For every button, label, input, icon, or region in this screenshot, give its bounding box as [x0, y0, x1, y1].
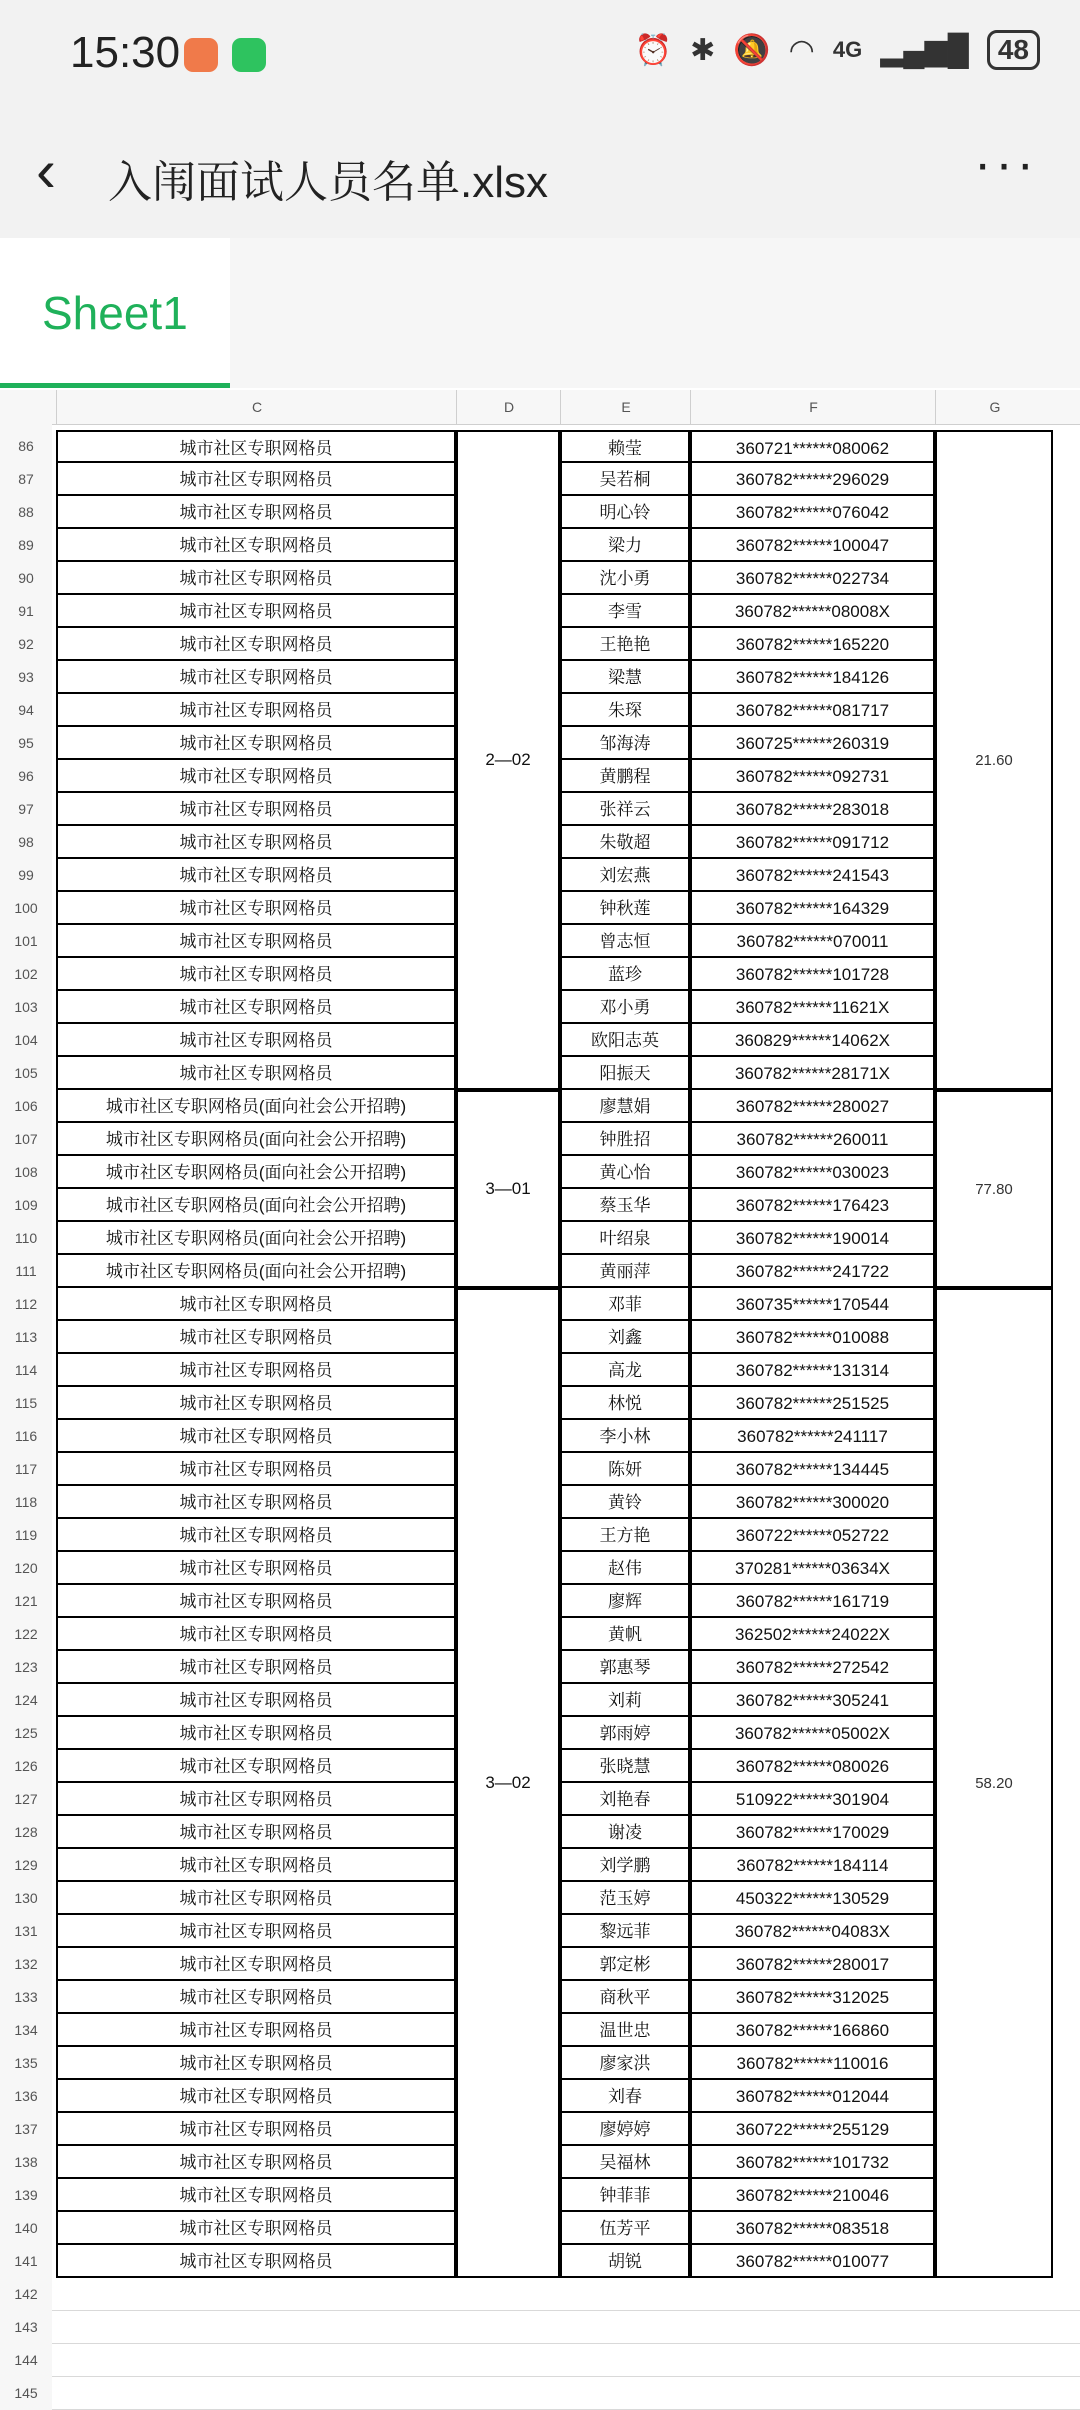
clock: 15:30 [70, 28, 181, 77]
cell-id-number[interactable]: 360782******134445 [690, 1453, 935, 1486]
row-number[interactable]: 94 [18, 702, 34, 718]
battery-level: 48 [987, 30, 1040, 70]
cell-name[interactable]: 黄鹏程 [560, 760, 690, 793]
cell-id-number[interactable]: 510922******301904 [690, 1783, 935, 1816]
merged-cell-group-code[interactable]: 3—02 [456, 1288, 560, 2278]
cell-name[interactable]: 刘学鹏 [560, 1849, 690, 1882]
cell-position[interactable]: 城市社区专职网格员 [56, 1948, 456, 1981]
cell-id-number[interactable]: 360722******255129 [690, 2113, 935, 2146]
cell-position[interactable]: 城市社区专职网格员 [56, 2212, 456, 2245]
row-number[interactable]: 142 [14, 2286, 38, 2302]
cell-id-number[interactable]: 360782******251525 [690, 1387, 935, 1420]
cell-name[interactable]: 梁力 [560, 529, 690, 562]
cell-position[interactable]: 城市社区专职网格员 [56, 1816, 456, 1849]
cell-id-number[interactable]: 360782******184114 [690, 1849, 935, 1882]
cell-name[interactable]: 陈妍 [560, 1453, 690, 1486]
cell-name[interactable]: 钟胜招 [560, 1123, 690, 1156]
row-number[interactable]: 98 [18, 834, 34, 850]
cell-position[interactable]: 城市社区专职网格员 [56, 1981, 456, 2014]
cell-position[interactable]: 城市社区专职网格员 [56, 1420, 456, 1453]
row-number[interactable]: 86 [18, 438, 34, 454]
cell-id-number[interactable]: 360722******052722 [690, 1519, 935, 1552]
back-chevron-icon[interactable]: ‹ [36, 137, 56, 204]
merged-cell-score[interactable]: 58.20 [935, 1288, 1053, 2278]
column-header-c[interactable]: C [56, 390, 457, 424]
row-number[interactable]: 125 [14, 1725, 38, 1741]
cell-name[interactable]: 刘艳春 [560, 1783, 690, 1816]
network-type: 4G [832, 37, 863, 62]
row-number[interactable]: 115 [14, 1395, 38, 1411]
cell-id-number[interactable]: 360782******092731 [690, 760, 935, 793]
row-number[interactable]: 97 [18, 801, 34, 817]
cell-name[interactable]: 曾志恒 [560, 925, 690, 958]
cell-id-number[interactable]: 360782******28171X [690, 1057, 935, 1090]
cell-position[interactable]: 城市社区专职网格员 [56, 1651, 456, 1684]
cell-name[interactable]: 赖莹 [560, 430, 690, 463]
cell-id-number[interactable]: 360782******012044 [690, 2080, 935, 2113]
cell-position[interactable]: 城市社区专职网格员 [56, 1750, 456, 1783]
cell-name[interactable]: 廖家洪 [560, 2047, 690, 2080]
cell-position[interactable]: 城市社区专职网格员 [56, 562, 456, 595]
cell-name[interactable]: 钟秋莲 [560, 892, 690, 925]
cell-id-number[interactable]: 360735******170544 [690, 1288, 935, 1321]
row-number[interactable]: 134 [14, 2022, 38, 2038]
cell-name[interactable]: 朱琛 [560, 694, 690, 727]
empty-row[interactable] [52, 2311, 1080, 2344]
cell-position[interactable]: 城市社区专职网格员 [56, 2080, 456, 2113]
cell-position[interactable]: 城市社区专职网格员 [56, 529, 456, 562]
row-number[interactable]: 105 [14, 1065, 38, 1081]
cell-name[interactable]: 林悦 [560, 1387, 690, 1420]
cell-position[interactable]: 城市社区专职网格员 [56, 1552, 456, 1585]
row-number[interactable]: 129 [14, 1857, 38, 1873]
cell-id-number[interactable]: 360782******08008X [690, 595, 935, 628]
cell-name[interactable]: 沈小勇 [560, 562, 690, 595]
empty-row[interactable] [52, 2344, 1080, 2377]
cell-position[interactable]: 城市社区专职网格员 [56, 2146, 456, 2179]
row-number[interactable]: 132 [14, 1956, 38, 1972]
cell-position[interactable]: 城市社区专职网格员 [56, 1717, 456, 1750]
cell-id-number[interactable]: 360782******076042 [690, 496, 935, 529]
cell-name[interactable]: 王方艳 [560, 1519, 690, 1552]
cell-position[interactable]: 城市社区专职网格员 [56, 2113, 456, 2146]
row-number[interactable]: 114 [14, 1362, 38, 1378]
row-number[interactable]: 109 [14, 1197, 38, 1213]
cell-position[interactable]: 城市社区专职网格员 [56, 1486, 456, 1519]
cell-name[interactable]: 谢凌 [560, 1816, 690, 1849]
cell-id-number[interactable]: 360782******210046 [690, 2179, 935, 2212]
cell-name[interactable]: 郭定彬 [560, 1948, 690, 1981]
cell-name[interactable]: 伍芳平 [560, 2212, 690, 2245]
cell-position[interactable]: 城市社区专职网格员 [56, 2047, 456, 2080]
cell-position[interactable]: 城市社区专职网格员 [56, 1915, 456, 1948]
cell-position[interactable]: 城市社区专职网格员 [56, 1585, 456, 1618]
row-number[interactable]: 111 [15, 1263, 37, 1279]
row-number[interactable]: 110 [14, 1230, 38, 1246]
cell-id-number[interactable]: 450322******130529 [690, 1882, 935, 1915]
cell-id-number[interactable]: 360782******010077 [690, 2245, 935, 2278]
more-options-icon[interactable]: ··· [974, 135, 1038, 193]
cell-id-number[interactable]: 360782******283018 [690, 793, 935, 826]
empty-row[interactable] [52, 2377, 1080, 2410]
row-number[interactable]: 128 [14, 1824, 38, 1840]
row-number[interactable]: 137 [14, 2121, 38, 2137]
row-number[interactable]: 100 [14, 900, 38, 916]
row-number[interactable]: 93 [18, 669, 34, 685]
cell-id-number[interactable]: 360782******030023 [690, 1156, 935, 1189]
row-number[interactable]: 124 [14, 1692, 38, 1708]
app-notification-icon [184, 38, 218, 72]
cell-name[interactable]: 李雪 [560, 595, 690, 628]
row-number[interactable]: 95 [18, 735, 34, 751]
cell-position[interactable]: 城市社区专职网格员 [56, 1882, 456, 1915]
row-number[interactable]: 127 [14, 1791, 38, 1807]
title-bar [0, 110, 1080, 238]
cell-position[interactable]: 城市社区专职网格员 [56, 1849, 456, 1882]
cell-name[interactable]: 明心铃 [560, 496, 690, 529]
cell-id-number[interactable]: 360782******110016 [690, 2047, 935, 2080]
cell-id-number[interactable]: 360725******260319 [690, 727, 935, 760]
cell-id-number[interactable]: 360782******165220 [690, 628, 935, 661]
merged-cell-score[interactable]: 21.60 [935, 430, 1053, 1090]
cell-name[interactable]: 蓝珍 [560, 958, 690, 991]
mute-icon: 🔕 [733, 33, 771, 67]
tab-sheet1[interactable] [0, 238, 230, 388]
row-number[interactable]: 131 [14, 1923, 38, 1939]
row-number[interactable]: 123 [14, 1659, 38, 1675]
row-number[interactable]: 135 [14, 2055, 38, 2071]
row-number[interactable]: 133 [14, 1989, 38, 2005]
row-number[interactable]: 102 [14, 966, 38, 982]
cell-position[interactable]: 城市社区专职网格员 [56, 859, 456, 892]
cell-name[interactable]: 朱敬超 [560, 826, 690, 859]
cell-id-number[interactable]: 360782******241543 [690, 859, 935, 892]
cell-position[interactable]: 城市社区专职网格员 [56, 694, 456, 727]
signal-icon: ▂▄▆█ [880, 33, 969, 67]
row-number[interactable]: 106 [14, 1098, 38, 1114]
row-number[interactable]: 113 [14, 1329, 38, 1345]
cell-position[interactable]: 城市社区专职网格员 [56, 1519, 456, 1552]
row-number[interactable]: 122 [14, 1626, 38, 1642]
row-number[interactable]: 89 [18, 537, 34, 553]
cell-id-number[interactable]: 360782******280027 [690, 1090, 935, 1123]
cell-position[interactable]: 城市社区专职网格员 [56, 892, 456, 925]
row-number[interactable]: 130 [14, 1890, 38, 1906]
cell-id-number[interactable]: 360782******05002X [690, 1717, 935, 1750]
column-header-e[interactable]: E [560, 390, 691, 424]
cell-position[interactable]: 城市社区专职网格员 [56, 2179, 456, 2212]
cell-position[interactable]: 城市社区专职网格员 [56, 2245, 456, 2278]
cell-position[interactable]: 城市社区专职网格员 [56, 661, 456, 694]
cell-name[interactable]: 叶绍泉 [560, 1222, 690, 1255]
cell-id-number[interactable]: 360782******296029 [690, 463, 935, 496]
merged-cell-group-code[interactable]: 3—01 [456, 1090, 560, 1288]
cell-id-number[interactable]: 370281******03634X [690, 1552, 935, 1585]
cell-id-number[interactable]: 360782******164329 [690, 892, 935, 925]
row-number[interactable]: 120 [14, 1560, 38, 1576]
wifi-icon: ◠ [788, 33, 815, 67]
cell-position[interactable]: 城市社区专职网格员 [56, 991, 456, 1024]
cell-name[interactable]: 黎远菲 [560, 1915, 690, 1948]
cell-name[interactable]: 廖辉 [560, 1585, 690, 1618]
row-number[interactable]: 116 [14, 1428, 38, 1444]
cell-id-number[interactable]: 360782******166860 [690, 2014, 935, 2047]
system-icons [635, 30, 1040, 70]
cell-id-number[interactable]: 360782******100047 [690, 529, 935, 562]
cell-id-number[interactable]: 360829******14062X [690, 1024, 935, 1057]
cell-position[interactable]: 城市社区专职网格员(面向社会公开招聘) [56, 1156, 456, 1189]
cell-name[interactable]: 李小林 [560, 1420, 690, 1453]
row-number[interactable]: 140 [14, 2220, 38, 2236]
cell-name[interactable]: 刘春 [560, 2080, 690, 2113]
cell-name[interactable]: 阳振天 [560, 1057, 690, 1090]
cell-name[interactable]: 高龙 [560, 1354, 690, 1387]
cell-name[interactable]: 欧阳志英 [560, 1024, 690, 1057]
cell-position[interactable]: 城市社区专职网格员 [56, 760, 456, 793]
status-bar [0, 0, 1080, 110]
cell-id-number[interactable]: 360782******184126 [690, 661, 935, 694]
cell-name[interactable]: 刘鑫 [560, 1321, 690, 1354]
row-number[interactable]: 141 [14, 2253, 38, 2269]
cell-id-number[interactable]: 360782******272542 [690, 1651, 935, 1684]
cell-id-number[interactable]: 360782******305241 [690, 1684, 935, 1717]
column-header-f[interactable]: F [690, 390, 936, 424]
cell-name[interactable]: 商秋平 [560, 1981, 690, 2014]
cell-name[interactable]: 郭雨婷 [560, 1717, 690, 1750]
row-number[interactable]: 92 [18, 636, 34, 652]
cell-id-number[interactable]: 360782******101728 [690, 958, 935, 991]
column-header-d[interactable]: D [456, 390, 561, 424]
cell-name[interactable]: 黄丽萍 [560, 1255, 690, 1288]
file-title: 入闱面试人员名单.xlsx [108, 158, 548, 207]
cell-name[interactable]: 廖慧娟 [560, 1090, 690, 1123]
cell-position[interactable]: 城市社区专职网格员 [56, 793, 456, 826]
cell-id-number[interactable]: 360782******312025 [690, 1981, 935, 2014]
row-number[interactable]: 112 [14, 1296, 38, 1312]
column-header-bar [0, 390, 1080, 425]
cell-position[interactable]: 城市社区专职网格员 [56, 1453, 456, 1486]
cell-id-number[interactable]: 360782******190014 [690, 1222, 935, 1255]
cell-position[interactable]: 城市社区专职网格员 [56, 1288, 456, 1321]
cell-position[interactable]: 城市社区专职网格员 [56, 727, 456, 760]
cell-id-number[interactable]: 360782******081717 [690, 694, 935, 727]
cell-name[interactable]: 张祥云 [560, 793, 690, 826]
row-number[interactable]: 143 [14, 2319, 38, 2335]
cell-position[interactable]: 城市社区专职网格员 [56, 1354, 456, 1387]
row-number[interactable]: 126 [14, 1758, 38, 1774]
cell-position[interactable]: 城市社区专职网格员 [56, 496, 456, 529]
cell-id-number[interactable]: 360782******131314 [690, 1354, 935, 1387]
cell-name[interactable]: 黄帆 [560, 1618, 690, 1651]
cell-position[interactable]: 城市社区专职网格员 [56, 1387, 456, 1420]
cell-name[interactable]: 邓菲 [560, 1288, 690, 1321]
row-number[interactable]: 108 [14, 1164, 38, 1180]
sheet-tab-bar [0, 238, 1080, 388]
cell-name[interactable]: 赵伟 [560, 1552, 690, 1585]
cell-position[interactable]: 城市社区专职网格员 [56, 2014, 456, 2047]
cell-id-number[interactable]: 360782******161719 [690, 1585, 935, 1618]
cell-name[interactable]: 郭惠琴 [560, 1651, 690, 1684]
cell-name[interactable]: 黄心怡 [560, 1156, 690, 1189]
cell-position[interactable]: 城市社区专职网格员(面向社会公开招聘) [56, 1090, 456, 1123]
cell-position[interactable]: 城市社区专职网格员 [56, 1024, 456, 1057]
cell-id-number[interactable]: 360782******101732 [690, 2146, 935, 2179]
cell-name[interactable]: 吴若桐 [560, 463, 690, 496]
cell-position[interactable]: 城市社区专职网格员(面向社会公开招聘) [56, 1189, 456, 1222]
row-number[interactable]: 139 [14, 2187, 38, 2203]
cell-id-number[interactable]: 360782******083518 [690, 2212, 935, 2245]
cell-name[interactable]: 刘宏燕 [560, 859, 690, 892]
row-header-bar [0, 424, 52, 2410]
row-number[interactable]: 91 [18, 603, 34, 619]
cell-name[interactable]: 梁慧 [560, 661, 690, 694]
row-number[interactable]: 99 [18, 867, 34, 883]
bluetooth-icon: ✱ [690, 33, 716, 67]
cell-name[interactable]: 邓小勇 [560, 991, 690, 1024]
cell-id-number[interactable]: 360721******080062 [690, 430, 935, 463]
cell-name[interactable]: 刘莉 [560, 1684, 690, 1717]
cell-position[interactable]: 城市社区专职网格员 [56, 595, 456, 628]
cell-position[interactable]: 城市社区专职网格员 [56, 628, 456, 661]
cell-position[interactable]: 城市社区专职网格员 [56, 430, 456, 463]
cell-id-number[interactable]: 360782******241117 [690, 1420, 935, 1453]
row-number[interactable]: 138 [14, 2154, 38, 2170]
empty-row[interactable] [52, 2278, 1080, 2311]
tab-sheet1-label: Sheet1 [42, 287, 188, 339]
row-number[interactable]: 96 [18, 768, 34, 784]
cell-position[interactable]: 城市社区专职网格员(面向社会公开招聘) [56, 1123, 456, 1156]
wechat-notification-icon [232, 38, 266, 72]
row-number[interactable]: 103 [14, 999, 38, 1015]
row-number[interactable]: 101 [14, 933, 38, 949]
column-header-g[interactable]: G [935, 390, 1054, 424]
cell-position[interactable]: 城市社区专职网格员(面向社会公开招聘) [56, 1255, 456, 1288]
cell-position[interactable]: 城市社区专职网格员 [56, 463, 456, 496]
cell-position[interactable]: 城市社区专职网格员 [56, 1783, 456, 1816]
cell-id-number[interactable]: 360782******080026 [690, 1750, 935, 1783]
cell-position[interactable]: 城市社区专职网格员 [56, 958, 456, 991]
cell-name[interactable]: 蔡玉华 [560, 1189, 690, 1222]
merged-cell-score[interactable]: 77.80 [935, 1090, 1053, 1288]
cell-id-number[interactable]: 360782******300020 [690, 1486, 935, 1519]
cell-name[interactable]: 张晓慧 [560, 1750, 690, 1783]
row-number[interactable]: 144 [14, 2352, 38, 2368]
cell-name[interactable]: 温世忠 [560, 2014, 690, 2047]
cell-name[interactable]: 范玉婷 [560, 1882, 690, 1915]
cell-position[interactable]: 城市社区专职网格员 [56, 1684, 456, 1717]
row-number[interactable]: 107 [14, 1131, 38, 1147]
cell-id-number[interactable]: 360782******022734 [690, 562, 935, 595]
cell-name[interactable]: 邹海涛 [560, 727, 690, 760]
row-number[interactable]: 121 [14, 1593, 38, 1609]
row-number[interactable]: 118 [14, 1494, 38, 1510]
cell-id-number[interactable]: 362502******24022X [690, 1618, 935, 1651]
cell-position[interactable]: 城市社区专职网格员 [56, 1618, 456, 1651]
cell-name[interactable]: 黄铃 [560, 1486, 690, 1519]
cell-position[interactable]: 城市社区专职网格员 [56, 1057, 456, 1090]
cell-name[interactable]: 廖婷婷 [560, 2113, 690, 2146]
cell-id-number[interactable]: 360782******010088 [690, 1321, 935, 1354]
cell-id-number[interactable]: 360782******070011 [690, 925, 935, 958]
cell-id-number[interactable]: 360782******04083X [690, 1915, 935, 1948]
cell-position[interactable]: 城市社区专职网格员(面向社会公开招聘) [56, 1222, 456, 1255]
cell-id-number[interactable]: 360782******170029 [690, 1816, 935, 1849]
row-number[interactable]: 87 [18, 471, 34, 487]
cell-name[interactable]: 吴福林 [560, 2146, 690, 2179]
row-number[interactable]: 104 [14, 1032, 38, 1048]
row-number[interactable]: 145 [14, 2385, 38, 2401]
alarm-icon: ⏰ [634, 33, 673, 67]
merged-cell-group-code[interactable]: 2—02 [456, 430, 560, 1090]
cell-position[interactable]: 城市社区专职网格员 [56, 925, 456, 958]
cell-id-number[interactable]: 360782******280017 [690, 1948, 935, 1981]
cell-name[interactable]: 胡锐 [560, 2245, 690, 2278]
row-number[interactable]: 117 [14, 1461, 38, 1477]
cell-id-number[interactable]: 360782******241722 [690, 1255, 935, 1288]
cell-id-number[interactable]: 360782******11621X [690, 991, 935, 1024]
row-number[interactable]: 88 [18, 504, 34, 520]
cell-id-number[interactable]: 360782******091712 [690, 826, 935, 859]
cell-name[interactable]: 钟菲菲 [560, 2179, 690, 2212]
cell-position[interactable]: 城市社区专职网格员 [56, 1321, 456, 1354]
cell-id-number[interactable]: 360782******176423 [690, 1189, 935, 1222]
row-number[interactable]: 119 [14, 1527, 38, 1543]
row-number[interactable]: 90 [18, 570, 34, 586]
cell-position[interactable]: 城市社区专职网格员 [56, 826, 456, 859]
cell-name[interactable]: 王艳艳 [560, 628, 690, 661]
cell-id-number[interactable]: 360782******260011 [690, 1123, 935, 1156]
spreadsheet-grid[interactable] [0, 390, 1080, 2403]
row-number[interactable]: 136 [14, 2088, 38, 2104]
